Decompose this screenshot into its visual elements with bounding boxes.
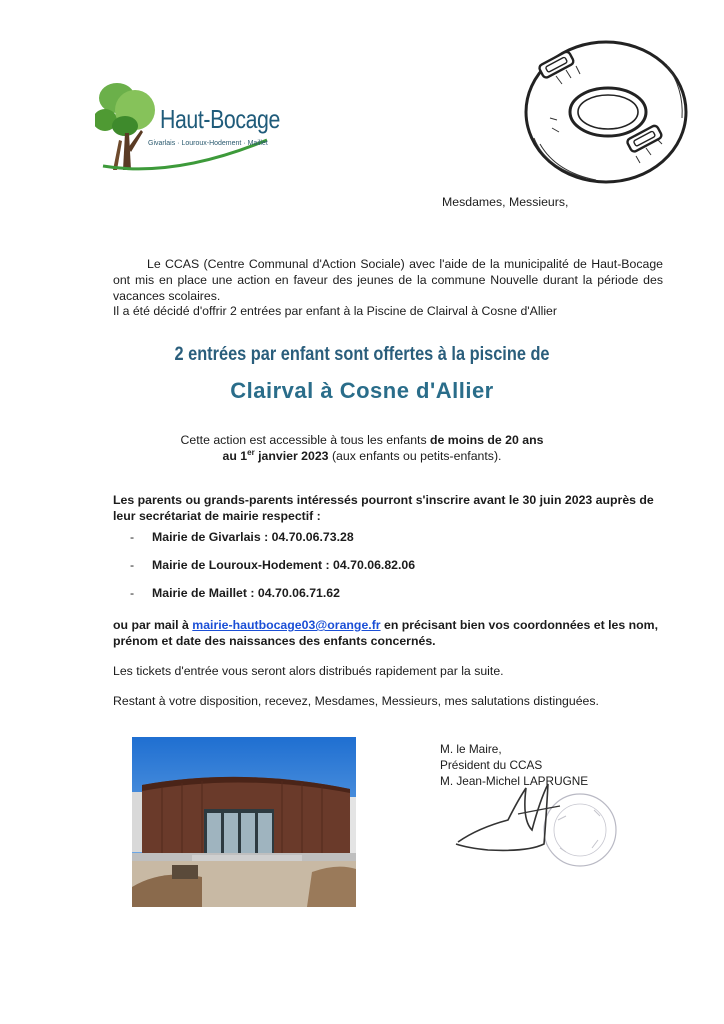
swim-ring-icon (516, 28, 690, 188)
list-dash: - (130, 530, 135, 544)
mairie-label: Mairie de Maillet : 04.70.06.71.62 (152, 586, 340, 600)
handwritten-signature (448, 780, 628, 870)
access-line2 (0, 448, 724, 464)
closing-text: Restant à votre disposition, recevez, Mesdames, Messieurs, mes salutations distinguées. (113, 694, 599, 708)
headline-line1: 2 entrées par enfant sont offertes à la piscine de (174, 344, 550, 365)
access-date-sup: er (247, 447, 255, 457)
building-image (132, 737, 356, 907)
signature-stamp-icon (448, 780, 628, 870)
greeting: Mesdames, Messieurs, (442, 195, 569, 209)
pool-building-photo (132, 737, 356, 907)
list-dash: - (130, 586, 135, 600)
registration-paragraph: Les parents ou grands-parents intéressés pourront s'inscrire avant le 30 juin 2023 auprès de leur secrétariat de mairie respectif : (113, 493, 654, 523)
intro-paragraph (113, 256, 663, 304)
email-paragraph (113, 617, 668, 649)
mail-pre: ou par mail à (113, 618, 193, 632)
access-date-b: janvier 2023 (254, 449, 329, 463)
logo-subtitle: Givarlais · Louroux-Hodement · Maillet (148, 140, 268, 147)
intro-text: Le CCAS (Centre Communal d'Action Sociale) avec l'aide de la municipalité de Haut-Bocage ont mis en place une action en faveur des jeunes de la commune Nouvelle durant la période des vacances scolaires. (113, 257, 663, 303)
mairie-label: Mairie de Givarlais : 04.70.06.73.28 (152, 530, 354, 544)
logo-title: Haut-Bocage (160, 104, 280, 134)
email-link[interactable]: mairie-hautbocage03@orange.fr (192, 618, 381, 632)
list-dash: - (130, 558, 135, 572)
access-post: (aux enfants ou petits-enfants). (328, 449, 502, 463)
mairie-label: Mairie de Louroux-Hodement : 04.70.06.82.06 (152, 558, 416, 572)
signature-role: Président du CCAS (440, 758, 543, 772)
access-line1 (0, 432, 724, 448)
tickets-text: Les tickets d'entrée vous seront alors distribués rapidement par la suite. (113, 664, 504, 678)
access-pre: Cette action est accessible à tous les enfants (180, 433, 431, 447)
signature-title: M. le Maire, (440, 742, 502, 756)
headline-line2: Clairval à Cosne d'Allier (230, 378, 494, 403)
swim-ring-illustration (516, 28, 690, 188)
mail-post: en précisant bien vos coordonnées et les nom, prénom et date des naissances des enfants concernés. (113, 618, 659, 648)
mairie-maillet (130, 586, 340, 600)
signature-name: M. Jean-Michel LAPRUGNE (440, 774, 589, 788)
access-date-a: au 1 (222, 449, 248, 463)
mairie-givarlais (130, 530, 354, 544)
access-age: de moins de 20 ans (430, 433, 544, 447)
mairie-louroux-hodement (130, 558, 415, 572)
decision-text: Il a été décidé d'offrir 2 entrées par enfant à la Piscine de Clairval à Cosne d'Allier (113, 304, 557, 318)
